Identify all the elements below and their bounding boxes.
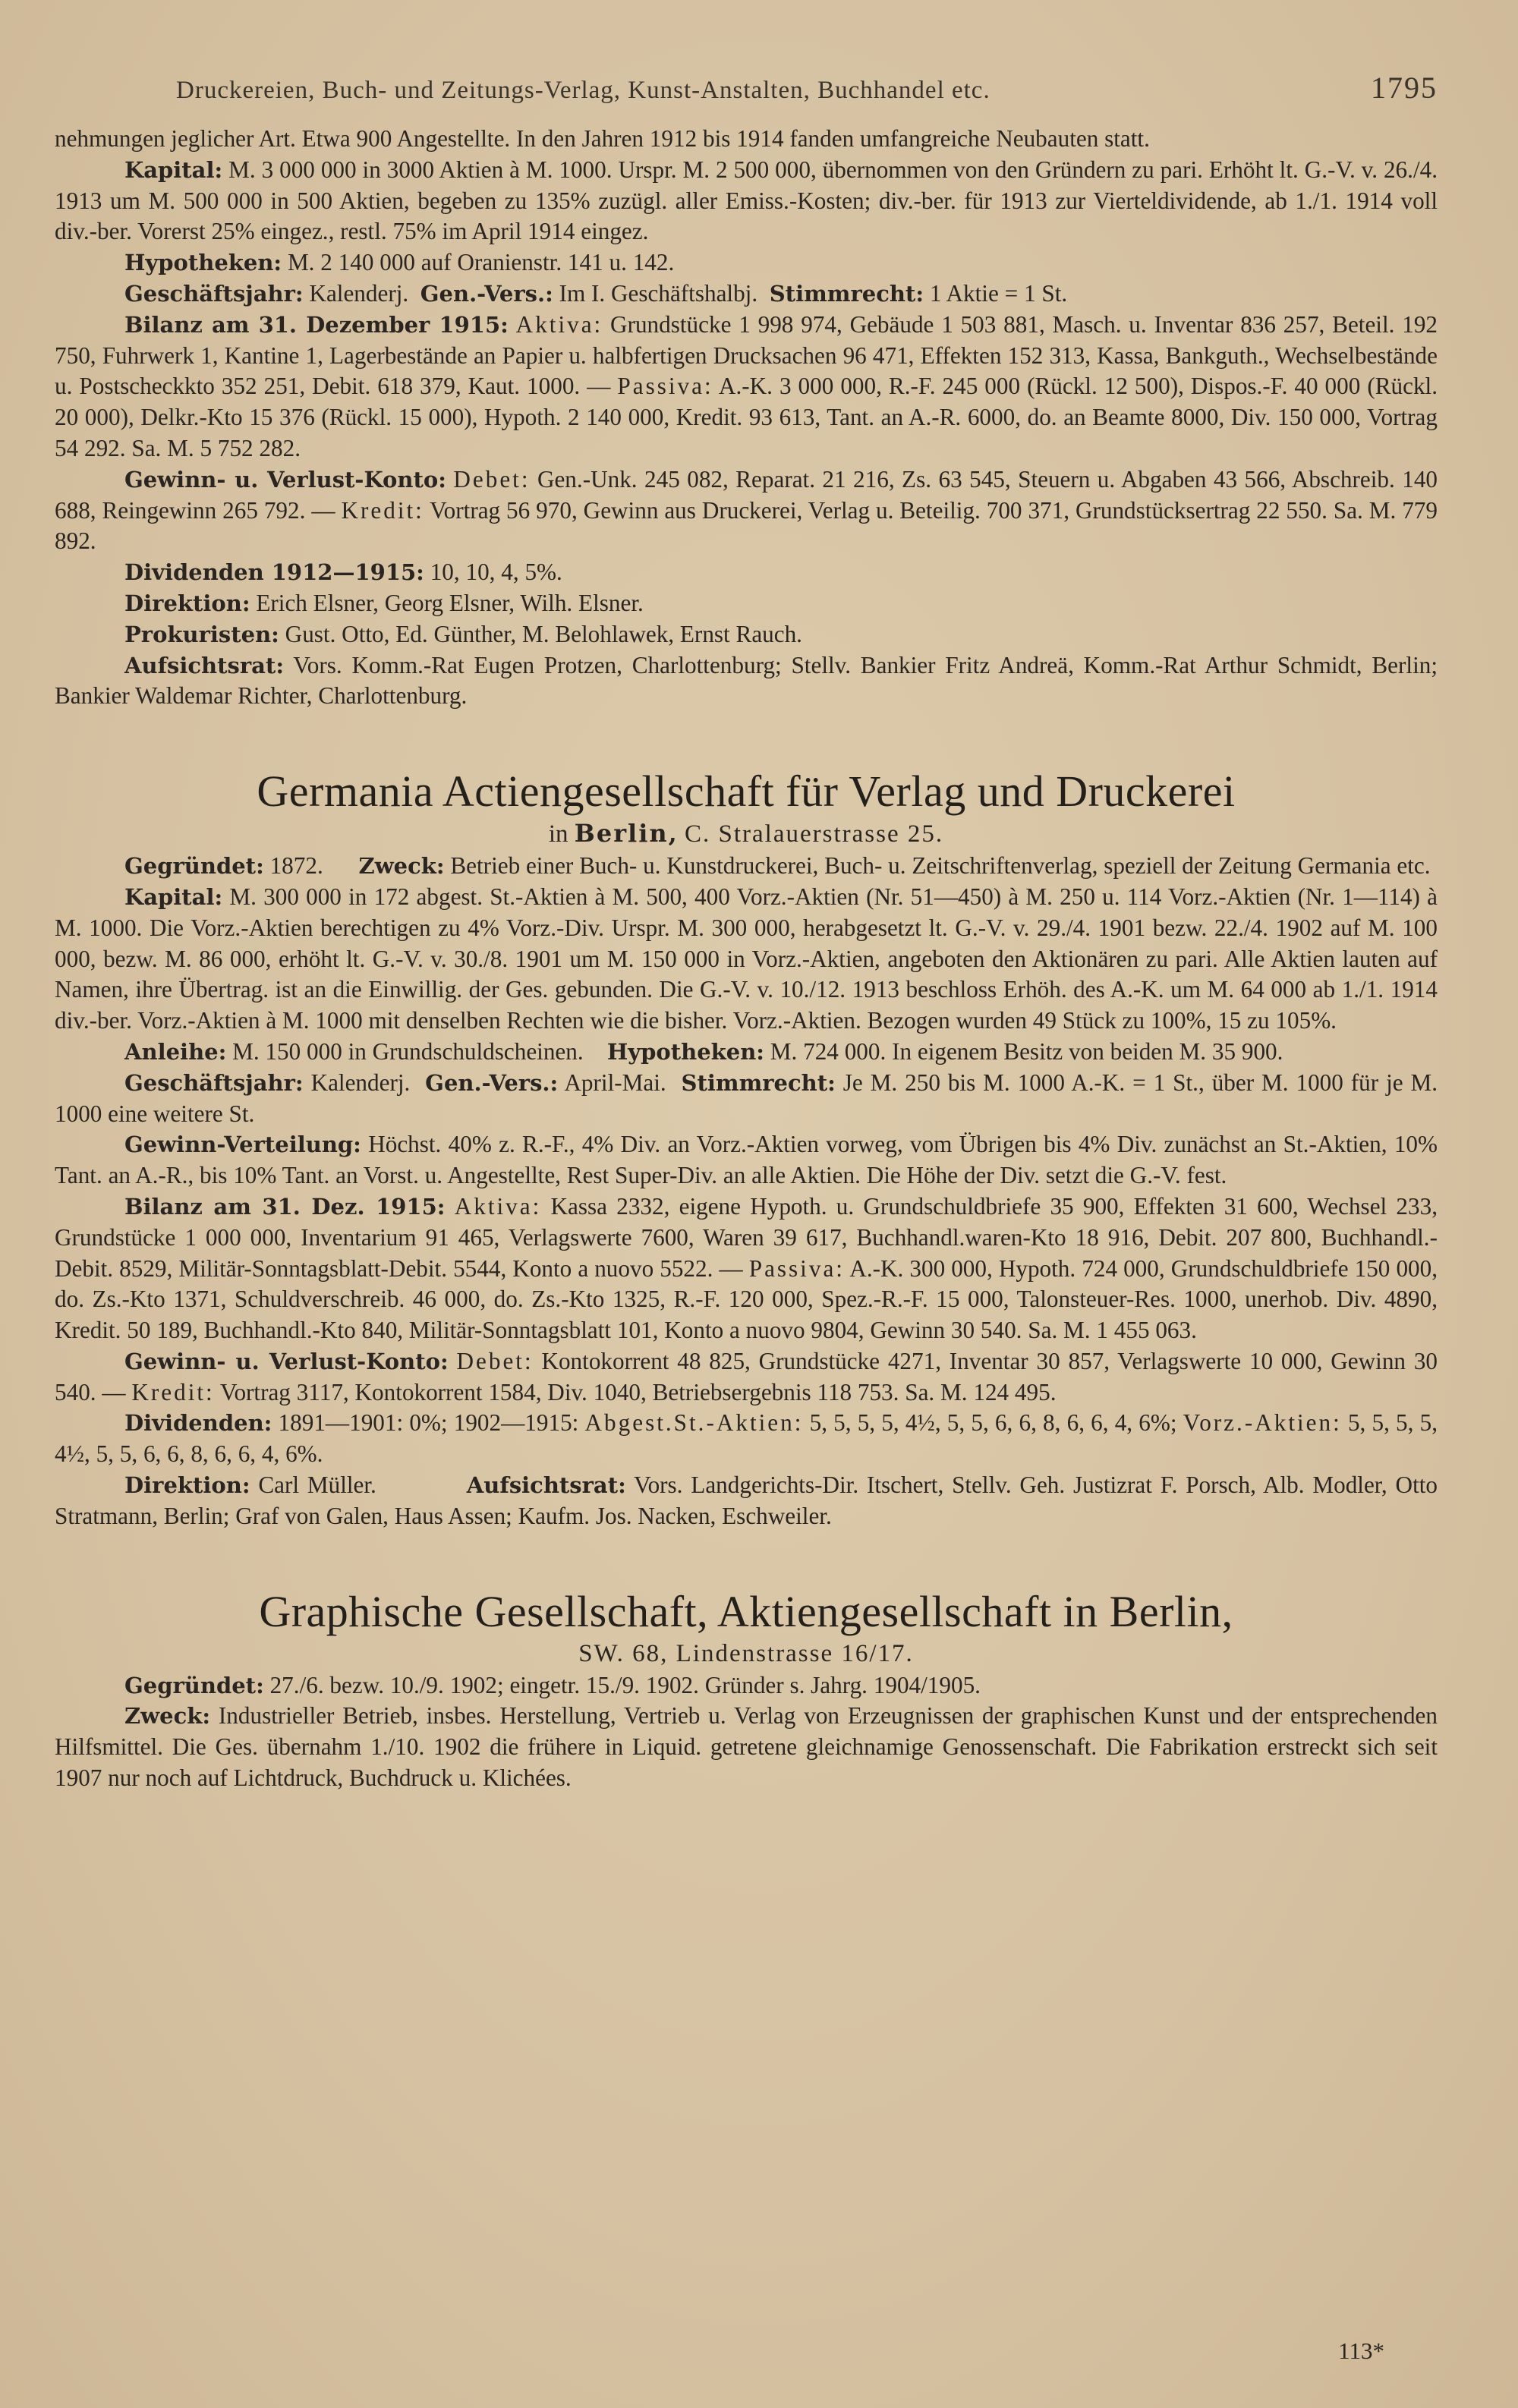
entry2-dividenden [55, 1408, 1438, 1470]
gegruendet-label: Gegründet: [124, 853, 264, 880]
prokuristen-label: Prokuristen: [124, 621, 279, 647]
genvers-text: Im I. Geschäftshalbj. [559, 279, 758, 307]
entry1-guv [55, 464, 1438, 557]
direktion-label: Direktion: [124, 1472, 250, 1499]
entry2-gegruendet-zweck [55, 851, 1438, 882]
kapital-text: M. 3 000 000 in 3000 Aktien à M. 1000. Urspr. M. 2 500 000, übernommen von den Gründern zu pari. Erhöht lt. G.-V. v. 26./4. 1913 um M. 500 000 in 500 Aktien, begeben zu 135% zuzügl. aller Emiss.-Kosten; div.-ber. für 1913 zur Vierteldividende, ab 1./1. 1914 voll div.-ber. Vorerst 25% eingez., restl. 75% im April 1914 eingez. [55, 156, 1438, 245]
geschaeftsjahr-text: Kalenderj. [309, 279, 409, 307]
dividenden-label: Dividenden 1912—1915: [124, 559, 424, 586]
entry1-aufsichtsrat [55, 650, 1438, 713]
direktion-text: Erich Elsner, Georg Elsner, Wilh. Elsner. [256, 589, 644, 616]
debet-text: Kontokorrent 48 825, Grundstücke 4271, Inventar 30 857, Verlagswerte 10 000, Gewinn 30 540. — [55, 1347, 1438, 1405]
signature-mark: 113* [1338, 2337, 1384, 2364]
hypotheken-label: Hypotheken: [124, 250, 282, 276]
entry1-geschaeftsjahr [55, 279, 1438, 310]
address-city: Berlin, [574, 819, 679, 848]
aktiva-text: Grundstücke 1 998 974, Gebäude 1 503 881, Masch. u. Inventar 836 257, Beteil. 192 750, Fuhrwerk 1, Kantine 1, Lagerbestände an Papier u. halbfertigen Drucksachen 96 471, Effekten 152 313, Kassa, Bankguth., Wechselbestände u. Postscheckkto 352 251, Debit. 618 379, Kaut. 1000. — [55, 310, 1438, 400]
hypotheken-text: M. 2 140 000 auf Oranienstr. 141 u. 142. [287, 249, 675, 276]
entry1-continuation: nehmungen jeglicher Art. Etwa 900 Angestellte. In den Jahren 1912 bis 1914 fanden umfangreiche Neubauten statt. [55, 125, 1150, 152]
geschaeftsjahr-label: Geschäftsjahr: [124, 280, 304, 307]
genvers-label: Gen.-Vers.: [425, 1069, 559, 1096]
aktiva-label: Aktiva: [515, 310, 603, 338]
direktion-label: Direktion: [124, 590, 250, 616]
gegruendet-text: 27./6. bezw. 10./9. 1902; eingetr. 15./9. 1902. Gründer s. Jahrg. 1904/1905. [269, 1671, 981, 1698]
gewinnverteilung-text: Höchst. 40% z. R.-F., 4% Div. an Vorz.-Aktien vorweg, vom Übrigen bis 4% Div. zunächst an St.-Aktien, 10% Tant. an A.-R., bis 10% Tant. an Vorst. u. Angestellte, Rest Super-Div. an alle Aktien. Die Höhe der Div. setzt die G.-V. fest. [55, 1131, 1438, 1189]
genvers-text: April-Mai. [564, 1069, 666, 1096]
entry2-direktion-aufsichtsrat [55, 1470, 1438, 1532]
guv-label: Gewinn- u. Verlust-Konto: [124, 466, 446, 493]
entry1-direktion [55, 588, 1438, 619]
running-head [55, 70, 1438, 105]
stimmrecht-text: Je M. 250 bis M. 1000 A.-K. = 1 St., über M. 1000 für je M. 1000 eine weitere St. [55, 1069, 1438, 1127]
gewinnverteilung-label: Gewinn-Verteilung: [124, 1132, 361, 1158]
entry1-prokuristen [55, 619, 1438, 650]
entry2-anleihe [55, 1037, 1438, 1068]
passiva-label: Passiva: [748, 1254, 845, 1282]
entry1-bilanz [55, 310, 1438, 464]
page-number: 1795 [1371, 71, 1438, 105]
vorz-label: Vorz.-Aktien: [1183, 1409, 1342, 1437]
bilanz-label: Bilanz am 31. Dez. 1915: [124, 1193, 446, 1220]
zweck-label: Zweck: [358, 853, 445, 880]
kredit-text: Vortrag 56 970, Gewinn aus Druckerei, Verlag u. Beteilig. 700 371, Grundstücksertrag 22 550. Sa. M. 779 892. [55, 496, 1438, 555]
entry1-kapital [55, 155, 1438, 247]
entry2-gewinnverteilung [55, 1129, 1438, 1191]
dividenden-text: 10, 10, 4, 5%. [430, 559, 562, 586]
geschaeftsjahr-text: Kalenderj. [310, 1069, 411, 1096]
debet-text: Gen.-Unk. 245 082, Reparat. 21 216, Zs. 63 545, Steuern u. Abgaben 43 566, Abschreib. 140 688, Reingewinn 265 792. — [55, 465, 1438, 524]
entry2-bilanz [55, 1191, 1438, 1346]
entry2-geschaeftsjahr [55, 1068, 1438, 1130]
entry1-hypotheken [55, 247, 1438, 279]
running-head-section: Druckereien, Buch- und Zeitungs-Verlag, Kunst-Anstalten, Buchhandel etc. [176, 77, 990, 104]
geschaeftsjahr-label: Geschäftsjahr: [124, 1069, 304, 1096]
anleihe-text: M. 150 000 in Grundschuldscheinen. [232, 1037, 584, 1065]
direktion-text: Carl Müller. [258, 1472, 376, 1499]
zweck-text: Betrieb einer Buch- u. Kunstdruckerei, Buch- u. Zeitschriftenverlag, speziell der Zeitung Germania etc. [450, 852, 1431, 880]
bilanz-label: Bilanz am 31. Dezember 1915: [124, 311, 509, 338]
entry-graphische [55, 1585, 1438, 1794]
zweck-label: Zweck: [124, 1703, 211, 1730]
passiva-label: Passiva: [617, 373, 713, 400]
entry-germania [55, 765, 1438, 1532]
entry3-zweck [55, 1701, 1438, 1793]
kapital-label: Kapital: [124, 883, 223, 910]
kredit-label: Kredit: [131, 1378, 215, 1405]
guv-label: Gewinn- u. Verlust-Konto: [124, 1348, 449, 1374]
kredit-text: Vortrag 3117, Kontokorrent 1584, Div. 1040, Betriebsergebnis 118 753. Sa. M. 124 495. [219, 1378, 1057, 1405]
hypotheken-label: Hypotheken: [606, 1038, 764, 1065]
entry3-gegruendet [55, 1670, 1438, 1701]
stimmrecht-label: Stimmrecht: [681, 1069, 836, 1096]
aktiva-label: Aktiva: [454, 1192, 542, 1220]
stimmrecht-label: Stimmrecht: [769, 280, 924, 307]
debet-label: Debet: [453, 465, 531, 493]
entry2-guv [55, 1346, 1438, 1409]
stimmrecht-text: 1 Aktie = 1 St. [929, 279, 1068, 307]
dividenden-label: Dividenden: [124, 1410, 272, 1437]
prokuristen-text: Gust. Otto, Ed. Günther, M. Belohlawek, Ernst Rauch. [285, 620, 802, 647]
company-address [55, 1638, 1438, 1669]
entry1-dividenden [55, 557, 1438, 588]
anleihe-label: Anleihe: [124, 1038, 227, 1065]
kapital-label: Kapital: [124, 156, 223, 183]
zweck-text: Industrieller Betrieb, insbes. Herstellung, Vertrieb u. Verlag von Erzeugnissen der graphischen Kunst und der entsprechenden Hilfsmittel. Die Ges. übernahm 1./10. 1902 die frühere in Liquid. getretene gleichnamige Genossenschaft. Die Fabrikation erstreckt sich seit 1907 nur noch auf Lichtdruck, Buchdruck u. Klichées. [55, 1702, 1438, 1792]
entry2-kapital [55, 882, 1438, 1037]
abgest-text: 5, 5, 5, 5, 4½, 5, 5, 6, 6, 8, 6, 6, 4, 6%; [809, 1409, 1177, 1437]
passiva-text: A.-K. 300 000, Hypoth. 724 000, Grundschuldbriefe 150 000, do. Zs.-Kto 1371, Schuldverschreib. 46 000, do. Zs.-Kto 1325, R.-F. 120 000, Spez.-R.-F. 15 000, Talonsteuer-Res. 1000, unerhob. Div. 4890, Kredit. 50 189, Buchhandl.-Kto 840, Militär-Sonntagsblatt 101, Konto a nuovo 9804, Gewinn 30 540. Sa. M. 1 455 063. [55, 1254, 1438, 1344]
aufsichtsrat-text: Vors. Landgerichts-Dir. Itschert, Stellv. Geh. Justizrat F. Porsch, Alb. Modler, Otto Stratmann, Berlin; Graf von Galen, Haus Assen; Kaufm. Jos. Nacken, Eschweiler. [55, 1472, 1438, 1529]
aufsichtsrat-text: Vors. Komm.-Rat Eugen Protzen, Charlottenburg; Stellv. Bankier Fritz Andreä, Komm.-Rat Arthur Schmidt, Berlin; Bankier Waldemar Richter, Charlottenburg. [55, 651, 1438, 710]
kredit-label: Kredit: [341, 496, 424, 524]
company-title: Germania Actiengesellschaft für Verlag und Druckerei [257, 766, 1236, 817]
abgest-label: Abgest.St.-Aktien: [584, 1409, 804, 1437]
address-street: SW. 68, Lindenstrasse 16/17. [578, 1639, 914, 1667]
company-address [55, 818, 1438, 849]
address-street: C. Stralauerstrasse 25. [685, 820, 944, 848]
debet-label: Debet: [456, 1347, 534, 1374]
dividenden-pre: 1891—1901: 0%; 1902—1915: [278, 1409, 579, 1437]
company-title: Graphische Gesellschaft, Aktiengesellschaft in Berlin, [259, 1586, 1233, 1636]
address-prefix: in [548, 820, 568, 848]
passiva-text: A.-K. 3 000 000, R.-F. 245 000 (Rückl. 12 500), Dispos.-F. 40 000 (Rückl. 20 000), Delkr.-Kto 15 376 (Rückl. 15 000), Hypoth. 2 140 000, Kredit. 93 613, Tant. an A.-R. 6000, do. an Beamte 8000, Div. 150 000, Vortrag 54 292. Sa. M. 5 752 282. [55, 373, 1438, 461]
aufsichtsrat-label: Aufsichtsrat: [466, 1472, 626, 1499]
hypotheken-text: M. 724 000. In eigenem Besitz von beiden M. 35 900. [770, 1037, 1283, 1065]
aktiva-text: Kassa 2332, eigene Hypoth. u. Grundschuldbriefe 35 900, Effekten 31 600, Wechsel 233, Grundstücke 1 000 000, Inventarium 91 465, Verlagswerte 7600, Waren 39 617, Buchhandl.waren-Kto 18 916, Debit. 207 800, Buchhandl.-Debit. 8529, Militär-Sonntagsblatt-Debit. 5544, Konto a nuovo 5522. — [55, 1192, 1438, 1282]
vorz-text: 5, 5, 5, 5, 4½, 5, 5, 6, 6, 8, 6, 6, 4, 6%. [55, 1409, 1438, 1468]
genvers-label: Gen.-Vers.: [420, 280, 553, 307]
aufsichtsrat-label: Aufsichtsrat: [124, 652, 285, 678]
gegruendet-text: 1872. [269, 852, 323, 880]
entry-continued [55, 124, 1438, 712]
kapital-text: M. 300 000 in 172 abgest. St.-Aktien à M. 500, 400 Vorz.-Aktien (Nr. 51—450) à M. 250 u. 114 Vorz.-Aktien (Nr. 1—114) à M. 1000. Die Vorz.-Aktien berechtigen zu 4% Vorz.-Div. Urspr. M. 300 000, herabgesetzt lt. G.-V. v. 29./4. 1901 bezw. 22./4. 1902 auf M. 100 000, bezw. M. 86 000, erhöht lt. G.-V. v. 30./8. 1901 um M. 150 000 in Vorz.-Aktien, angeboten den Aktionären zu pari. Alle Aktien lauten auf Namen, ihre Übertrag. ist an die Einwillig. der Ges. gebunden. Die G.-V. v. 10./12. 1913 beschloss Erhöh. des A.-K. um M. 64 000 ab 1./1. 1914 div.-ber. Vorz.-Aktien à M. 1000 mit denselben Rechten wie die bisher. Vorz.-Aktien. Bezogen wurden 49 Stück zu 100%, 15 zu 105%. [55, 883, 1438, 1034]
gegruendet-label: Gegründet: [124, 1672, 264, 1698]
